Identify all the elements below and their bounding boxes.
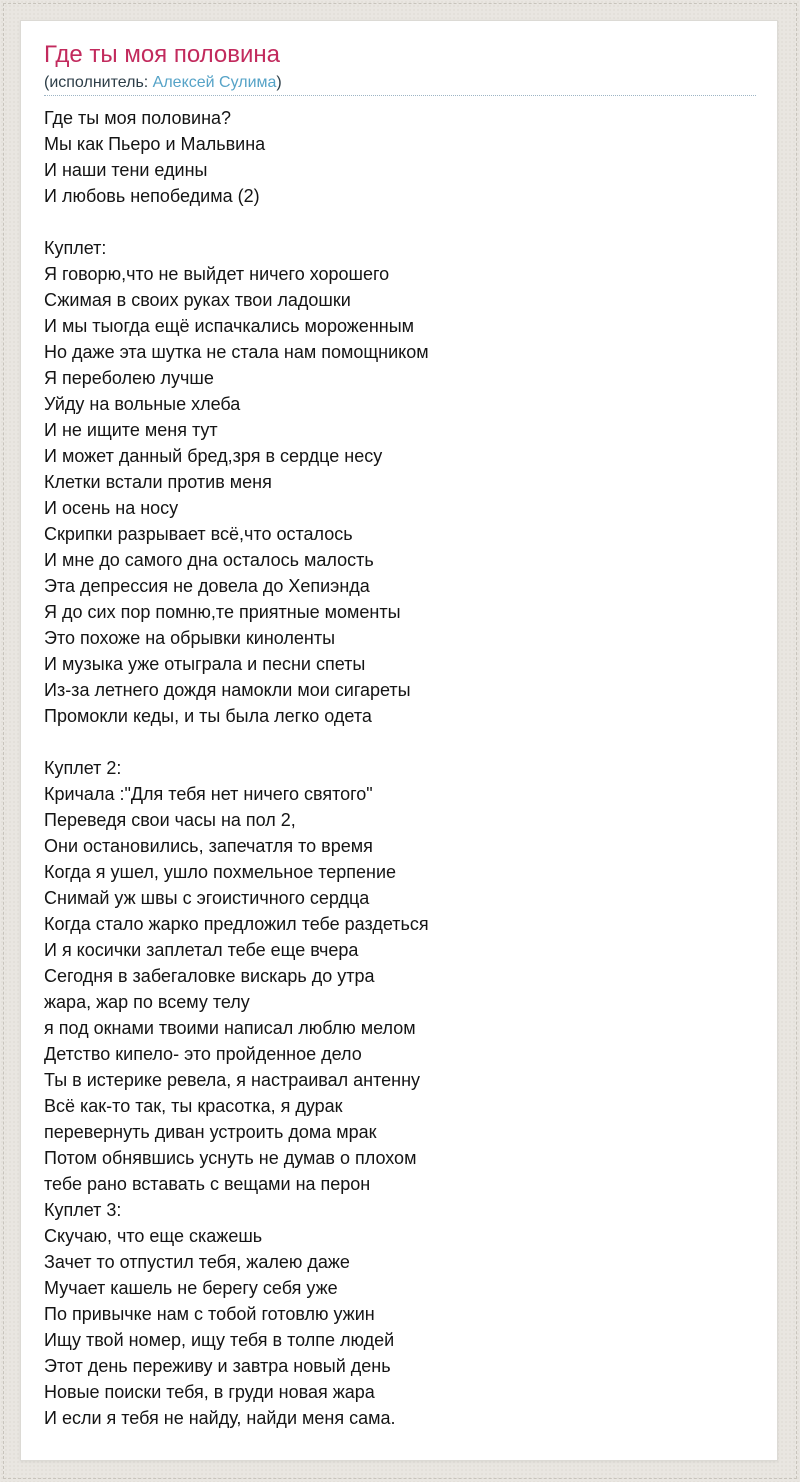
lyric-line: И наши тени едины (44, 160, 208, 180)
lyrics-card (20, 20, 778, 1461)
lyric-line: Кричала :"Для тебя нет ничего святого" (44, 784, 373, 804)
lyric-line: Потом обнявшись уснуть не думав о плохом (44, 1148, 417, 1168)
lyric-line: Снимай уж швы с эгоистичного сердца (44, 888, 370, 908)
lyric-line: тебе рано вставать с вещами на перон (44, 1174, 371, 1194)
lyric-line: Промокли кеды, и ты была легко одета (44, 706, 372, 726)
lyric-line: Когда стало жарко предложил тебе раздеться (44, 914, 429, 934)
lyric-line: И я косички заплетал тебе еще вчера (44, 940, 359, 960)
lyric-line: жара, жар по всему телу (44, 992, 250, 1012)
lyric-line: Мучает кашель не берегу себя уже (44, 1278, 338, 1298)
lyric-line: Ты в истерике ревела, я настраивал антенну (44, 1070, 421, 1090)
lyric-line: И музыка уже отыграла и песни спеты (44, 654, 366, 674)
lyric-line (44, 729, 756, 755)
lyric-line: Они остановились, запечатля то время (44, 836, 373, 856)
lyric-line: Мы как Пьеро и Мальвина (44, 134, 266, 154)
lyric-line: Детство кипело- это пройденное дело (44, 1044, 362, 1064)
lyric-line: Но даже эта шутка не стала нам помощником (44, 342, 429, 362)
song-title: Где ты моя половина (44, 41, 281, 68)
lyric-line: я под окнами твоими написал люблю мелом (44, 1018, 416, 1038)
lyric-line: И любовь непобедима (2) (44, 186, 260, 206)
lyric-line: Переведя свои часы на пол 2, (44, 810, 296, 830)
lyric-line: Это похоже на обрывки киноленты (44, 628, 336, 648)
lyric-line: Зачет то отпустил тебя, жалею даже (44, 1252, 350, 1272)
lyric-line: Новые поиски тебя, в груди новая жара (44, 1382, 375, 1402)
lyric-line: Всё как-то так, ты красотка, я дурак (44, 1096, 343, 1116)
lyric-line: И может данный бред,зря в сердце несу (44, 446, 383, 466)
lyric-line: Скучаю, что еще скажешь (44, 1226, 263, 1246)
lyric-line: Я говорю,что не выйдет ничего хорошего (44, 264, 390, 284)
lyric-line: Когда я ушел, ушло похмельное терпение (44, 862, 397, 882)
lyric-line: И не ищите меня тут (44, 420, 218, 440)
performer-suffix: ) (276, 74, 282, 91)
lyric-line: И мне до самого дна осталось малость (44, 550, 374, 570)
lyrics (44, 105, 756, 1431)
lyric-line: Куплет 2: (44, 758, 122, 778)
performer-label: (исполнитель: (44, 74, 153, 91)
lyric-line: Куплет: (44, 238, 107, 258)
lyric-line: Сжимая в своих руках твои ладошки (44, 290, 351, 310)
lyric-line: Скрипки разрывает всё,что осталось (44, 524, 353, 544)
lyric-line: Где ты моя половина? (44, 108, 232, 128)
lyric-line: И если я тебя не найду, найди меня сама. (44, 1408, 396, 1428)
lyric-line (44, 209, 756, 235)
lyric-line: Я переболею лучше (44, 368, 214, 388)
lyric-line: По привычке нам с тобой готовлю ужин (44, 1304, 375, 1324)
performer-line (44, 73, 756, 93)
lyric-line: Сегодня в забегаловке вискарь до утра (44, 966, 375, 986)
lyric-line: Уйду на вольные хлеба (44, 394, 241, 414)
lyric-line: Из-за летнего дождя намокли мои сигареты (44, 680, 411, 700)
lyric-line: И мы тыогда ещё испачкались мороженным (44, 316, 415, 336)
lyric-line: Эта депрессия не довела до Хепиэнда (44, 576, 370, 596)
lyric-line: перевернуть диван устроить дома мрак (44, 1122, 377, 1142)
performer-link[interactable]: Алексей Сулима (152, 74, 277, 91)
header-separator (44, 95, 756, 96)
lyric-line: Куплет 3: (44, 1200, 122, 1220)
lyric-line: И осень на носу (44, 498, 179, 518)
lyric-line: Клетки встали против меня (44, 472, 272, 492)
lyric-line: Я до сих пор помню,те приятные моменты (44, 602, 401, 622)
lyric-line: Ищу твой номер, ищу тебя в толпе людей (44, 1330, 395, 1350)
lyric-line: Этот день переживу и завтра новый день (44, 1356, 391, 1376)
